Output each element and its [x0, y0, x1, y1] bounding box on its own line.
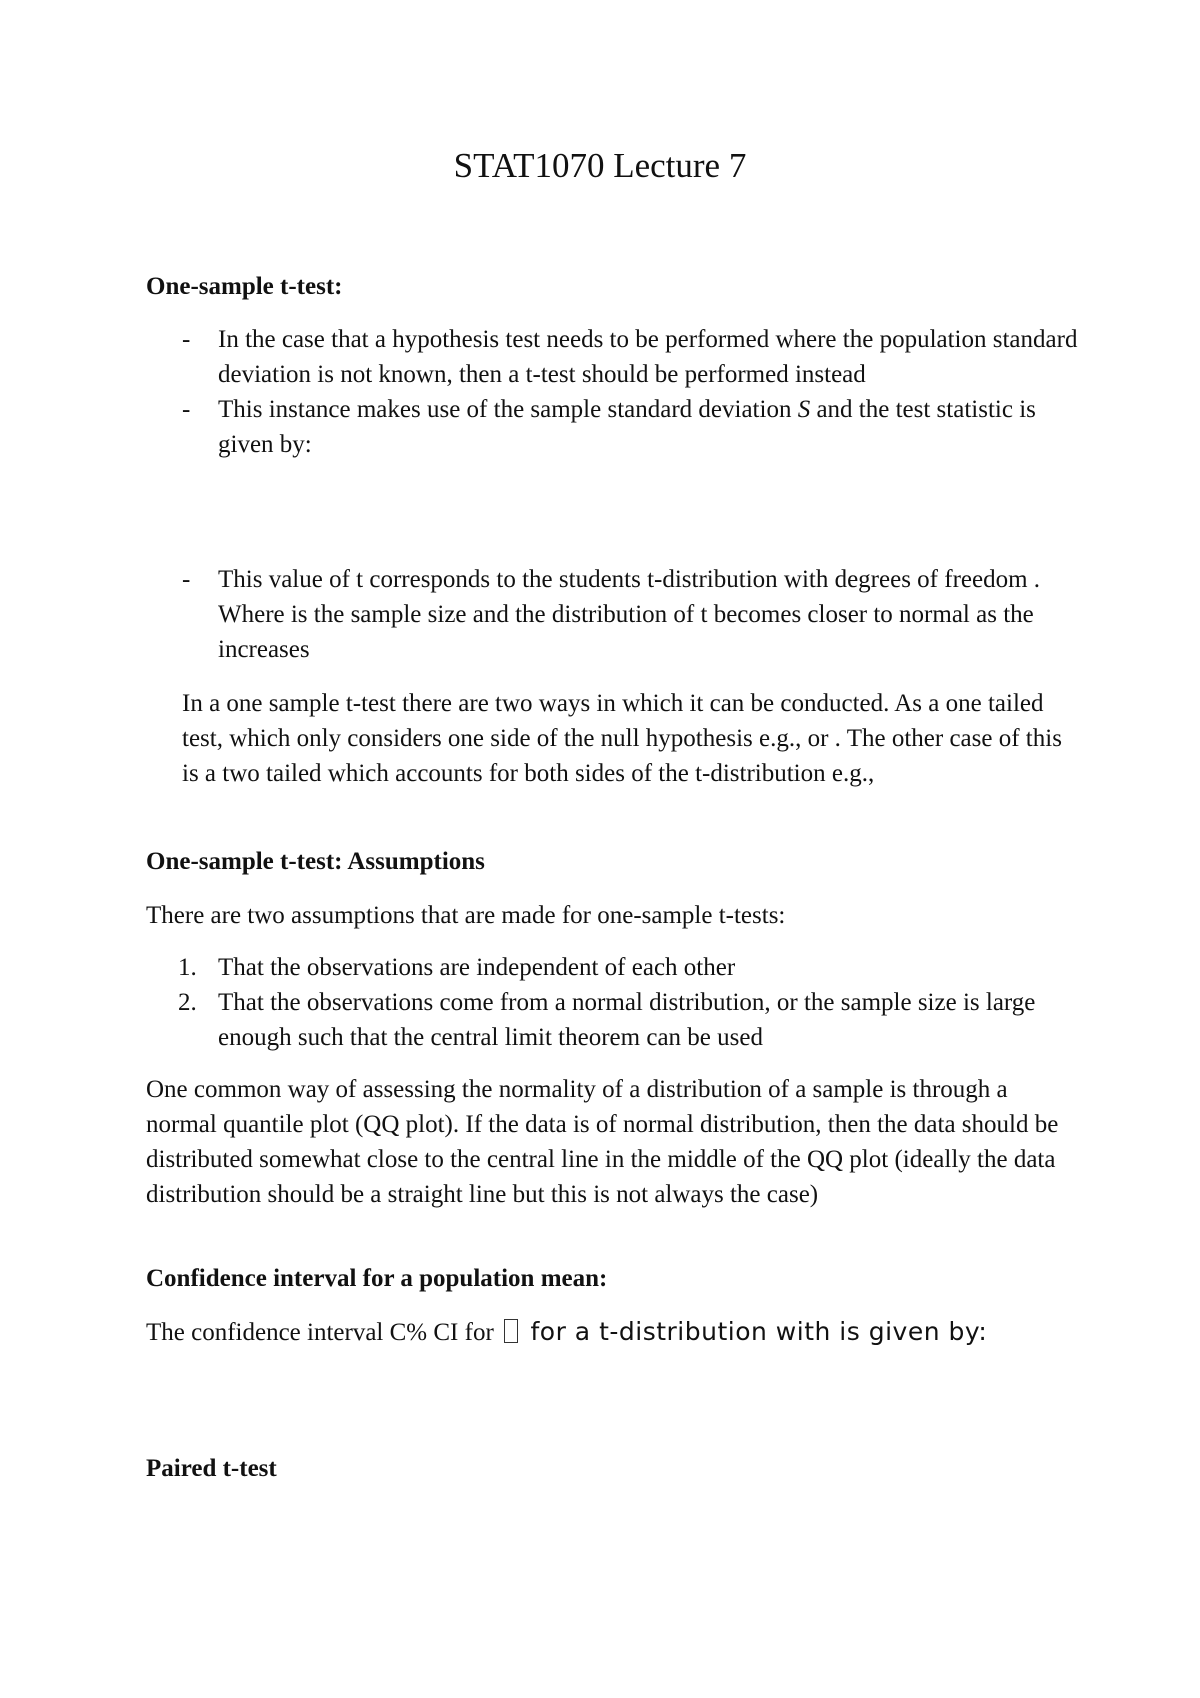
ci-text-serif: The confidence interval C% CI for — [146, 1319, 501, 1346]
assumptions-intro: There are two assumptions that are made for one-sample t-tests: — [146, 902, 786, 929]
qq-plot-paragraph: One common way of assessing the normality of a distribution of a sample is through a normal quantile plot (QQ plot). If the data is of normal distribution, then the data should be distributed somewhat close to the central line in the middle of the QQ plot (ideally the data distribution should be a straight line but this is not always the case) — [146, 1076, 1059, 1208]
bullet-marker: - — [182, 396, 191, 423]
list-item — [146, 322, 1086, 392]
confidence-interval-text — [146, 1314, 1066, 1350]
one-tailed-paragraph: In a one sample t-test there are two ways in which it can be conducted. As a one tailed test, which only considers one side of the null hypothesis e.g., or . The other case of this is a two tailed which accounts for both sides of the t-distribution e.g., — [182, 690, 1062, 787]
list-number: 1. — [178, 954, 197, 981]
t-value-bullet-list — [146, 562, 1086, 667]
list-item — [146, 392, 1086, 462]
bullet-marker: - — [182, 566, 191, 593]
missing-glyph-icon — [504, 1319, 518, 1343]
bullet-text-after: and the test statistic is given by: — [218, 396, 1036, 458]
section-heading-assumptions: One-sample t-test: Assumptions — [146, 848, 485, 875]
assumptions-numbered-list — [146, 950, 1086, 1055]
list-item-text: That the observations come from a normal distribution, or the sample size is large enough such that the central limit theorem can be used — [218, 989, 1036, 1051]
bullet-text: In the case that a hypothesis test needs to be performed where the population standard deviation is not known, then a t-test should be performed instead — [218, 326, 1078, 388]
list-number: 2. — [178, 989, 197, 1016]
bullet-marker: - — [182, 326, 191, 353]
list-item — [146, 985, 1086, 1055]
bullet-text-before: This instance makes use of the sample standard deviation — [218, 396, 798, 423]
list-item-text: That the observations are independent of each other — [218, 954, 736, 981]
section-heading-confidence-interval: Confidence interval for a population mean: — [146, 1265, 608, 1292]
ci-text-sans: for a t-distribution with is given by: — [522, 1317, 988, 1346]
section-heading-paired-t-test: Paired t-test — [146, 1455, 277, 1482]
list-item — [146, 950, 1086, 985]
variable-s: S — [797, 396, 811, 423]
list-item — [146, 562, 1086, 667]
one-sample-bullet-list — [146, 322, 1086, 462]
section-heading-one-sample-t-test: One-sample t-test: — [146, 273, 343, 300]
bullet-text: This value of t corresponds to the students t-distribution with degrees of freedom . Where is the sample size and the distribution of t becomes closer to normal as the increases — [218, 566, 1041, 663]
page-title: STAT1070 Lecture 7 — [453, 146, 747, 185]
